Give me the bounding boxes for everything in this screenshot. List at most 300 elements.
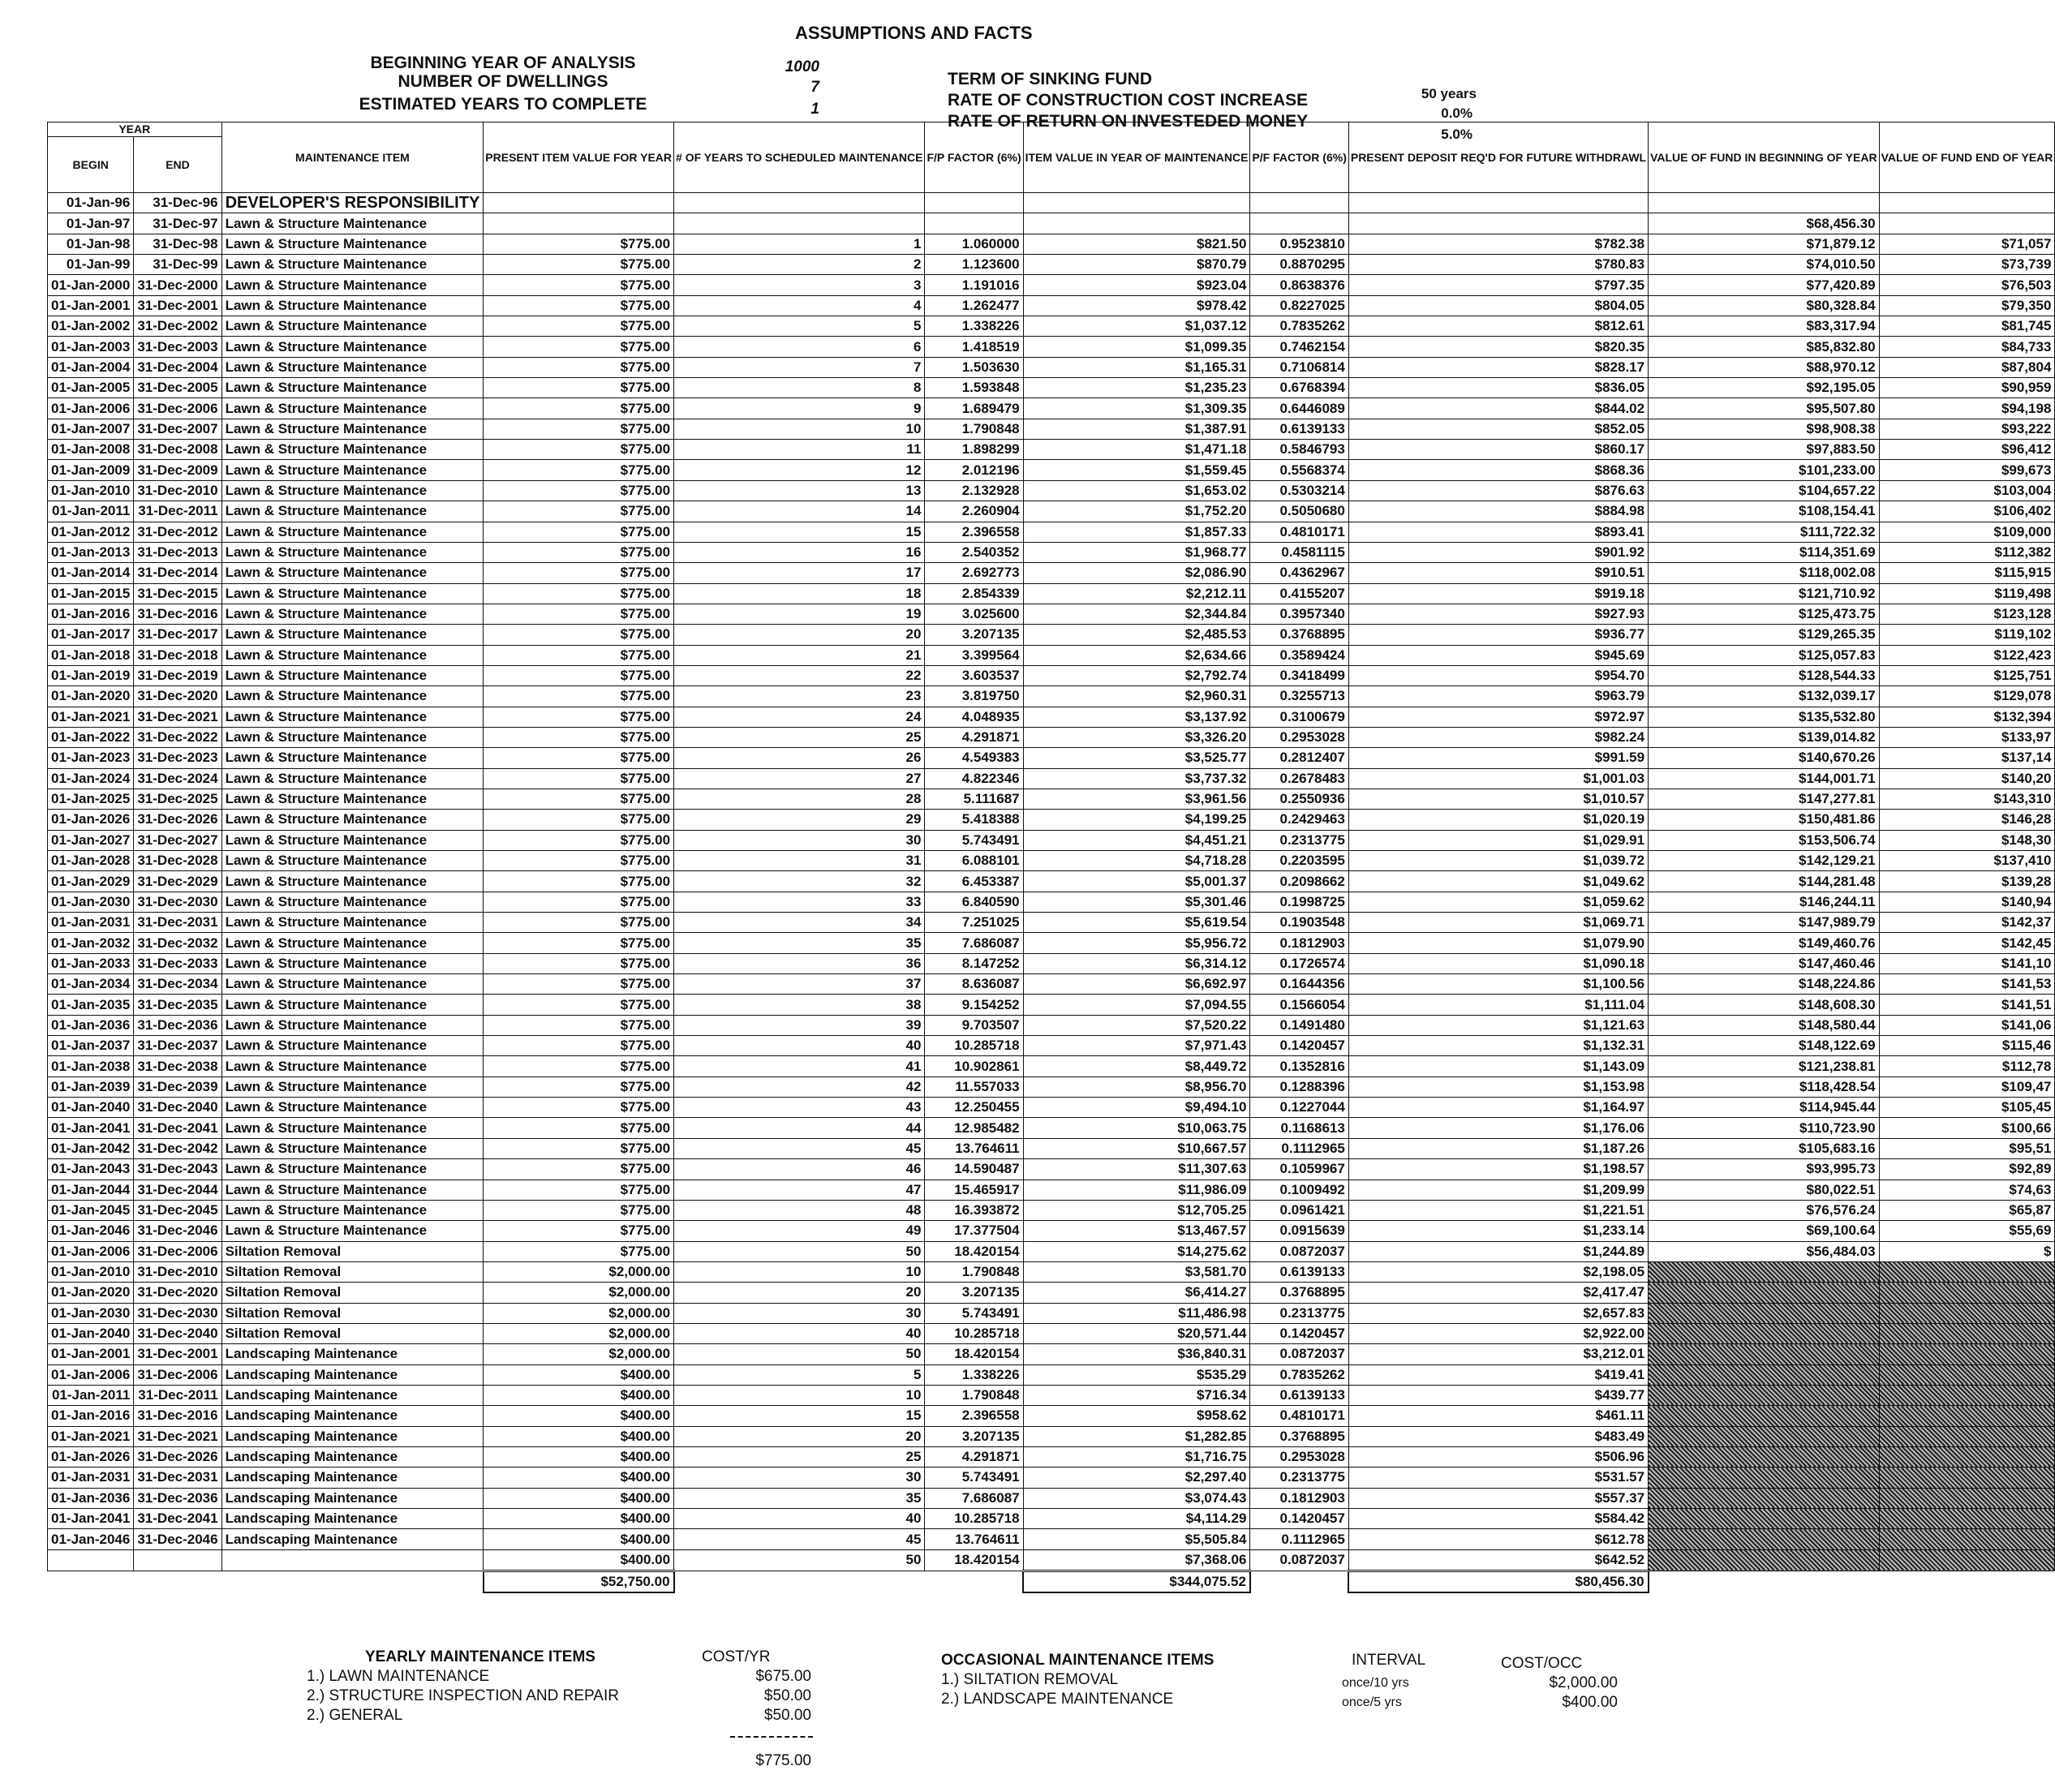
cell-end: 31-Dec-2046 bbox=[134, 1221, 221, 1241]
cell-pf-factor: 0.1812903 bbox=[1250, 933, 1348, 953]
cell-end: 31-Dec-2014 bbox=[134, 563, 221, 583]
cell-fund-begin: $88,970.12 bbox=[1649, 357, 1880, 377]
cell-present-value: $775.00 bbox=[484, 1118, 674, 1138]
cell-deposit: $1,049.62 bbox=[1348, 871, 1648, 892]
cell-begin: 01-Jan-2013 bbox=[48, 542, 134, 562]
table-row bbox=[48, 419, 2055, 439]
cell-begin: 01-Jan-2010 bbox=[48, 1261, 134, 1282]
cell-fund-end: $115,915 bbox=[1879, 563, 2055, 583]
cell-end: 31-Dec-2016 bbox=[134, 1406, 221, 1426]
cell-begin: 01-Jan-2044 bbox=[48, 1180, 134, 1200]
cell-fp-factor: 2.692773 bbox=[925, 563, 1023, 583]
cell-item-value: $7,520.22 bbox=[1023, 1015, 1250, 1035]
cell-pf-factor: 0.1903548 bbox=[1250, 913, 1348, 933]
cell-years: 20 bbox=[674, 1283, 925, 1303]
cell-years: 6 bbox=[674, 337, 925, 357]
cell-deposit: $963.79 bbox=[1348, 686, 1648, 707]
cell-item: Lawn & Structure Maintenance bbox=[221, 810, 484, 830]
totals-row bbox=[48, 1571, 2055, 1593]
cell-fp-factor: 1.191016 bbox=[925, 275, 1023, 295]
cell-item: Lawn & Structure Maintenance bbox=[221, 707, 484, 727]
cell-fp-factor: 16.393872 bbox=[925, 1200, 1023, 1220]
cell-end: 31-Dec-2005 bbox=[134, 378, 221, 398]
cell-end: 31-Dec-2001 bbox=[134, 1344, 221, 1364]
cell-item: Lawn & Structure Maintenance bbox=[221, 1221, 484, 1241]
cell-pf-factor: 0.4810171 bbox=[1250, 1406, 1348, 1426]
cell-fund-end: $90,959 bbox=[1879, 378, 2055, 398]
cell-item-value: $2,297.40 bbox=[1023, 1468, 1250, 1488]
cell-present-value: $775.00 bbox=[484, 480, 674, 501]
cell-present-value bbox=[484, 213, 674, 234]
cell-fund-begin: $142,129.21 bbox=[1649, 851, 1880, 871]
cell-fund-begin: $69,100.64 bbox=[1649, 1221, 1880, 1241]
cell-fp-factor: 8.147252 bbox=[925, 953, 1023, 973]
table-row bbox=[48, 727, 2055, 747]
cell-present-value: $400.00 bbox=[484, 1446, 674, 1467]
table-row bbox=[48, 1549, 2055, 1571]
cell-fund-begin bbox=[1649, 1529, 1880, 1549]
table-row bbox=[48, 542, 2055, 562]
cell-item-value: $1,857.33 bbox=[1023, 522, 1250, 542]
cell-fp-factor: 4.291871 bbox=[925, 727, 1023, 747]
cell-years: 20 bbox=[674, 1426, 925, 1446]
cell-begin: 01-Jan-2002 bbox=[48, 316, 134, 337]
cell-fp-factor: 12.250455 bbox=[925, 1098, 1023, 1118]
cell-fp-factor: 4.291871 bbox=[925, 1446, 1023, 1467]
cell-pf-factor: 0.3589424 bbox=[1250, 645, 1348, 665]
cell-item-value: $10,667.57 bbox=[1023, 1138, 1250, 1158]
assumption-value-construction-cost-rate: 0.0% bbox=[1441, 105, 1472, 121]
cell-item: Lawn & Structure Maintenance bbox=[221, 255, 484, 275]
cell-end: 31-Dec-2011 bbox=[134, 501, 221, 522]
cell-pf-factor: 0.2550936 bbox=[1250, 789, 1348, 809]
cell-deposit bbox=[1348, 193, 1648, 213]
table-row bbox=[48, 275, 2055, 295]
cell-years: 19 bbox=[674, 604, 925, 624]
cell-fund-end: $74,63 bbox=[1879, 1180, 2055, 1200]
cell-deposit: $1,132.31 bbox=[1348, 1036, 1648, 1056]
cell-fund-begin bbox=[1649, 1261, 1880, 1282]
cell-fp-factor: 6.453387 bbox=[925, 871, 1023, 892]
table-row bbox=[48, 748, 2055, 768]
table-row bbox=[48, 1446, 2055, 1467]
cell-end: 31-Dec-2043 bbox=[134, 1159, 221, 1180]
table-row bbox=[48, 974, 2055, 995]
cell-fp-factor: 14.590487 bbox=[925, 1159, 1023, 1180]
cell-item: Lawn & Structure Maintenance bbox=[221, 913, 484, 933]
cell-pf-factor: 0.2678483 bbox=[1250, 768, 1348, 789]
cell-end: 31-Dec-2046 bbox=[134, 1529, 221, 1549]
cell-item-value: $535.29 bbox=[1023, 1364, 1250, 1385]
cell-present-value: $400.00 bbox=[484, 1406, 674, 1426]
cell-end: 31-Dec-99 bbox=[134, 255, 221, 275]
cell-fp-factor: 1.338226 bbox=[925, 316, 1023, 337]
cell-fund-end: $73,739 bbox=[1879, 255, 2055, 275]
cell-fund-end: $106,402 bbox=[1879, 501, 2055, 522]
cell-present-value: $775.00 bbox=[484, 1036, 674, 1056]
assumption-label-dwellings: NUMBER OF DWELLINGS bbox=[398, 72, 608, 91]
cell-end: 31-Dec-2019 bbox=[134, 665, 221, 685]
table-row bbox=[48, 913, 2055, 933]
cell-fund-begin: $146,244.11 bbox=[1649, 892, 1880, 912]
cell-item: Lawn & Structure Maintenance bbox=[221, 1015, 484, 1035]
cell-fp-factor: 6.840590 bbox=[925, 892, 1023, 912]
cell-present-value: $775.00 bbox=[484, 810, 674, 830]
cell-begin: 01-Jan-2026 bbox=[48, 1446, 134, 1467]
cell-fp-factor bbox=[925, 213, 1023, 234]
cell-begin: 01-Jan-2033 bbox=[48, 953, 134, 973]
cell-begin: 01-Jan-2034 bbox=[48, 974, 134, 995]
col-begin: BEGIN bbox=[48, 137, 134, 193]
cell-begin: 01-Jan-2021 bbox=[48, 1426, 134, 1446]
cell-item: Siltation Removal bbox=[221, 1323, 484, 1343]
cell-end: 31-Dec-2017 bbox=[134, 625, 221, 645]
cell-fund-end bbox=[1879, 1549, 2055, 1571]
cell-pf-factor: 0.1644356 bbox=[1250, 974, 1348, 995]
cell-present-value: $775.00 bbox=[484, 604, 674, 624]
cell-years: 29 bbox=[674, 810, 925, 830]
cell-item: Lawn & Structure Maintenance bbox=[221, 295, 484, 316]
cell-item-value: $11,486.98 bbox=[1023, 1303, 1250, 1323]
cell-begin: 01-Jan-99 bbox=[48, 255, 134, 275]
cell-pf-factor bbox=[1250, 213, 1348, 234]
cell-fund-end: $115,46 bbox=[1879, 1036, 2055, 1056]
cell-deposit: $2,922.00 bbox=[1348, 1323, 1648, 1343]
cell-item: Lawn & Structure Maintenance bbox=[221, 851, 484, 871]
cell-years: 10 bbox=[674, 1385, 925, 1405]
cell-begin: 01-Jan-2021 bbox=[48, 707, 134, 727]
cell-years: 25 bbox=[674, 727, 925, 747]
cell-item: Lawn & Structure Maintenance bbox=[221, 522, 484, 542]
cell-years bbox=[674, 213, 925, 234]
cell-pf-factor: 0.6139133 bbox=[1250, 419, 1348, 439]
cell-fund-begin: $121,238.81 bbox=[1649, 1056, 1880, 1076]
cell-deposit: $820.35 bbox=[1348, 337, 1648, 357]
cell-fund-begin bbox=[1649, 1344, 1880, 1364]
cell-deposit: $1,198.57 bbox=[1348, 1159, 1648, 1180]
cell-deposit: $1,029.91 bbox=[1348, 830, 1648, 850]
cell-present-value: $775.00 bbox=[484, 1200, 674, 1220]
cell-item: Lawn & Structure Maintenance bbox=[221, 440, 484, 460]
cell-pf-factor: 0.1726574 bbox=[1250, 953, 1348, 973]
cell-years: 11 bbox=[674, 440, 925, 460]
cell-fund-begin: $77,420.89 bbox=[1649, 275, 1880, 295]
cell-fund-begin: $125,473.75 bbox=[1649, 604, 1880, 624]
table-row bbox=[48, 1468, 2055, 1488]
cell-item-value: $4,718.28 bbox=[1023, 851, 1250, 871]
table-row bbox=[48, 604, 2055, 624]
table-row bbox=[48, 995, 2055, 1015]
cell-pf-factor: 0.1112965 bbox=[1250, 1138, 1348, 1158]
table-row bbox=[48, 1138, 2055, 1158]
cell-item-value: $3,525.77 bbox=[1023, 748, 1250, 768]
table-row bbox=[48, 933, 2055, 953]
cell-fund-begin: $101,233.00 bbox=[1649, 460, 1880, 480]
cell-fund-end: $84,733 bbox=[1879, 337, 2055, 357]
occasional-items-heading: OCCASIONAL MAINTENANCE ITEMS bbox=[941, 1652, 1215, 1669]
cell-fund-end bbox=[1879, 1344, 2055, 1364]
cell-fp-factor: 3.025600 bbox=[925, 604, 1023, 624]
cell-pf-factor: 0.1812903 bbox=[1250, 1488, 1348, 1508]
cell-fund-end bbox=[1879, 193, 2055, 213]
cell-end: 31-Dec-2036 bbox=[134, 1488, 221, 1508]
cell-deposit: $1,079.90 bbox=[1348, 933, 1648, 953]
occasional-cost-heading: COST/OCC bbox=[1501, 1655, 1583, 1672]
table-row bbox=[48, 522, 2055, 542]
cell-deposit: $1,020.19 bbox=[1348, 810, 1648, 830]
cell-end: 31-Dec-2018 bbox=[134, 645, 221, 665]
total-empty bbox=[1879, 1571, 2055, 1593]
cell-present-value: $775.00 bbox=[484, 851, 674, 871]
cell-fund-begin bbox=[1649, 1549, 1880, 1571]
cell-years: 15 bbox=[674, 522, 925, 542]
cell-end: 31-Dec-2020 bbox=[134, 686, 221, 707]
cell-fund-end bbox=[1879, 1468, 2055, 1488]
cell-pf-factor: 0.2313775 bbox=[1250, 1303, 1348, 1323]
table-row bbox=[48, 1364, 2055, 1385]
cell-item-value: $1,559.45 bbox=[1023, 460, 1250, 480]
cell-end: 31-Dec-2006 bbox=[134, 1241, 221, 1261]
cell-pf-factor: 0.1288396 bbox=[1250, 1076, 1348, 1097]
cell-fp-factor: 7.686087 bbox=[925, 933, 1023, 953]
table-row bbox=[48, 255, 2055, 275]
cell-fp-factor: 12.985482 bbox=[925, 1118, 1023, 1138]
col-years-to-maintenance: # OF YEARS TO SCHEDULED MAINTENANCE bbox=[674, 122, 925, 193]
cell-years: 31 bbox=[674, 851, 925, 871]
cell-pf-factor: 0.4155207 bbox=[1250, 583, 1348, 604]
cell-fund-end bbox=[1879, 1283, 2055, 1303]
cell-item: Lawn & Structure Maintenance bbox=[221, 1180, 484, 1200]
cell-begin: 01-Jan-2024 bbox=[48, 768, 134, 789]
cell-end: 31-Dec-2012 bbox=[134, 522, 221, 542]
cell-begin: 01-Jan-2012 bbox=[48, 522, 134, 542]
cell-fund-begin: $148,608.30 bbox=[1649, 995, 1880, 1015]
cell-fund-end: $119,102 bbox=[1879, 625, 2055, 645]
cell-deposit: $1,001.03 bbox=[1348, 768, 1648, 789]
cell-pf-factor: 0.0915639 bbox=[1250, 1221, 1348, 1241]
cell-item: Lawn & Structure Maintenance bbox=[221, 357, 484, 377]
cell-item: Lawn & Structure Maintenance bbox=[221, 789, 484, 809]
cell-deposit: $780.83 bbox=[1348, 255, 1648, 275]
cell-item: Lawn & Structure Maintenance bbox=[221, 665, 484, 685]
cell-years: 21 bbox=[674, 645, 925, 665]
cell-present-value: $775.00 bbox=[484, 337, 674, 357]
cell-end: 31-Dec-2004 bbox=[134, 357, 221, 377]
cell-pf-factor: 0.2313775 bbox=[1250, 830, 1348, 850]
yearly-item-lawn: 1.) LAWN MAINTENANCE bbox=[307, 1668, 490, 1685]
table-row bbox=[48, 1159, 2055, 1180]
cell-pf-factor: 0.3100679 bbox=[1250, 707, 1348, 727]
cell-begin: 01-Jan-2029 bbox=[48, 871, 134, 892]
cell-deposit: $1,187.26 bbox=[1348, 1138, 1648, 1158]
cell-fund-begin bbox=[1649, 1385, 1880, 1405]
cell-fp-factor: 10.902861 bbox=[925, 1056, 1023, 1076]
cell-fund-end: $95,51 bbox=[1879, 1138, 2055, 1158]
occasional-cost-siltation: $2,000.00 bbox=[1549, 1674, 1618, 1691]
cell-fund-begin: $149,460.76 bbox=[1649, 933, 1880, 953]
cell-years: 40 bbox=[674, 1323, 925, 1343]
cell-present-value: $775.00 bbox=[484, 522, 674, 542]
cell-begin: 01-Jan-2026 bbox=[48, 810, 134, 830]
cell-fp-factor: 3.207135 bbox=[925, 1283, 1023, 1303]
cell-present-value: $775.00 bbox=[484, 665, 674, 685]
cell-pf-factor: 0.3768895 bbox=[1250, 1426, 1348, 1446]
cell-years: 39 bbox=[674, 1015, 925, 1035]
cell-fund-end: $94,198 bbox=[1879, 398, 2055, 419]
cell-pf-factor: 0.0872037 bbox=[1250, 1549, 1348, 1571]
cell-present-value: $775.00 bbox=[484, 234, 674, 254]
cell-pf-factor: 0.6768394 bbox=[1250, 378, 1348, 398]
yearly-item-structure: 2.) STRUCTURE INSPECTION AND REPAIR bbox=[307, 1687, 619, 1704]
cell-years: 8 bbox=[674, 378, 925, 398]
table-row bbox=[48, 316, 2055, 337]
cell-present-value: $775.00 bbox=[484, 419, 674, 439]
cell-present-value: $400.00 bbox=[484, 1529, 674, 1549]
table-row bbox=[48, 1241, 2055, 1261]
cell-fund-end: $100,66 bbox=[1879, 1118, 2055, 1138]
cell-fp-factor: 3.207135 bbox=[925, 625, 1023, 645]
cell-item: Siltation Removal bbox=[221, 1261, 484, 1282]
cell-years: 10 bbox=[674, 1261, 925, 1282]
cell-fund-begin: $108,154.41 bbox=[1649, 501, 1880, 522]
cell-fp-factor: 2.396558 bbox=[925, 522, 1023, 542]
cell-fp-factor: 5.111687 bbox=[925, 789, 1023, 809]
cell-item-value: $923.04 bbox=[1023, 275, 1250, 295]
cell-begin: 01-Jan-2011 bbox=[48, 501, 134, 522]
cell-item-value: $5,619.54 bbox=[1023, 913, 1250, 933]
table-row bbox=[48, 768, 2055, 789]
table-row bbox=[48, 357, 2055, 377]
cell-item: Lawn & Structure Maintenance bbox=[221, 501, 484, 522]
cell-deposit: $1,153.98 bbox=[1348, 1076, 1648, 1097]
cell-deposit: $1,090.18 bbox=[1348, 953, 1648, 973]
cell-fp-factor: 18.420154 bbox=[925, 1241, 1023, 1261]
cell-years: 49 bbox=[674, 1221, 925, 1241]
table-row bbox=[48, 1118, 2055, 1138]
cell-present-value: $2,000.00 bbox=[484, 1303, 674, 1323]
cell-end: 31-Dec-2016 bbox=[134, 604, 221, 624]
table-row bbox=[48, 501, 2055, 522]
cell-present-value: $775.00 bbox=[484, 583, 674, 604]
cell-item: Lawn & Structure Maintenance bbox=[221, 398, 484, 419]
cell-item-value: $5,001.37 bbox=[1023, 871, 1250, 892]
cell-begin: 01-Jan-2009 bbox=[48, 460, 134, 480]
cell-begin: 01-Jan-2019 bbox=[48, 665, 134, 685]
cell-begin: 01-Jan-2036 bbox=[48, 1015, 134, 1035]
cell-fund-end: $146,28 bbox=[1879, 810, 2055, 830]
cell-years: 45 bbox=[674, 1138, 925, 1158]
cell-end: 31-Dec-2011 bbox=[134, 1385, 221, 1405]
cell-fund-begin bbox=[1649, 1488, 1880, 1508]
cell-begin: 01-Jan-2030 bbox=[48, 892, 134, 912]
yearly-cost-structure: $50.00 bbox=[763, 1687, 811, 1704]
cell-years: 23 bbox=[674, 686, 925, 707]
cell-fp-factor: 2.260904 bbox=[925, 501, 1023, 522]
cell-item-value: $7,368.06 bbox=[1023, 1549, 1250, 1571]
cell-years: 1 bbox=[674, 234, 925, 254]
assumption-value-beginning-year: 1000 bbox=[785, 58, 819, 75]
cell-years: 42 bbox=[674, 1076, 925, 1097]
cell-item-value: $10,063.75 bbox=[1023, 1118, 1250, 1138]
cell-fund-end: $143,310 bbox=[1879, 789, 2055, 809]
cell-item: Lawn & Structure Maintenance bbox=[221, 1159, 484, 1180]
cell-pf-factor: 0.7462154 bbox=[1250, 337, 1348, 357]
cell-fp-factor: 7.251025 bbox=[925, 913, 1023, 933]
cell-deposit: $506.96 bbox=[1348, 1446, 1648, 1467]
cell-begin: 01-Jan-2007 bbox=[48, 419, 134, 439]
cell-end: 31-Dec-2021 bbox=[134, 707, 221, 727]
cell-fund-begin: $148,224.86 bbox=[1649, 974, 1880, 995]
cell-deposit: $991.59 bbox=[1348, 748, 1648, 768]
table-row bbox=[48, 1076, 2055, 1097]
total-item-value: $344,075.52 bbox=[1023, 1571, 1250, 1593]
table-row bbox=[48, 1056, 2055, 1076]
cell-fund-end: $141,10 bbox=[1879, 953, 2055, 973]
cell-years: 34 bbox=[674, 913, 925, 933]
cell-item: Lawn & Structure Maintenance bbox=[221, 419, 484, 439]
cell-item: Landscaping Maintenance bbox=[221, 1446, 484, 1467]
cell-years: 44 bbox=[674, 1118, 925, 1138]
cell-present-value: $775.00 bbox=[484, 707, 674, 727]
cell-present-value: $775.00 bbox=[484, 1221, 674, 1241]
cell-item: Lawn & Structure Maintenance bbox=[221, 974, 484, 995]
cell-fund-begin: $140,670.26 bbox=[1649, 748, 1880, 768]
cell-item-value: $4,199.25 bbox=[1023, 810, 1250, 830]
cell-fp-factor: 1.503630 bbox=[925, 357, 1023, 377]
cell-present-value: $775.00 bbox=[484, 275, 674, 295]
cell-fp-factor: 1.338226 bbox=[925, 1364, 1023, 1385]
cell-fund-end bbox=[1879, 1364, 2055, 1385]
cell-fund-end: $103,004 bbox=[1879, 480, 2055, 501]
col-fund-begin: VALUE OF FUND IN BEGINNING OF YEAR bbox=[1649, 122, 1880, 193]
cell-fp-factor: 18.420154 bbox=[925, 1344, 1023, 1364]
cell-item-value: $13,467.57 bbox=[1023, 1221, 1250, 1241]
cell-present-value: $775.00 bbox=[484, 1180, 674, 1200]
cell-deposit: $1,111.04 bbox=[1348, 995, 1648, 1015]
cell-item: Landscaping Maintenance bbox=[221, 1406, 484, 1426]
occasional-interval-landscape: once/5 yrs bbox=[1342, 1695, 1402, 1709]
col-end: END bbox=[134, 137, 221, 193]
cell-fp-factor: 5.743491 bbox=[925, 1303, 1023, 1323]
cell-pf-factor: 0.2429463 bbox=[1250, 810, 1348, 830]
cell-deposit: $1,176.06 bbox=[1348, 1118, 1648, 1138]
cell-item-value: $12,705.25 bbox=[1023, 1200, 1250, 1220]
cell-item-value: $11,307.63 bbox=[1023, 1159, 1250, 1180]
cell-years: 35 bbox=[674, 1488, 925, 1508]
cell-years: 32 bbox=[674, 871, 925, 892]
cell-fund-end: $137,14 bbox=[1879, 748, 2055, 768]
cell-deposit: $612.78 bbox=[1348, 1529, 1648, 1549]
col-fp-factor: F/P FACTOR (6%) bbox=[925, 122, 1023, 193]
cell-present-value: $775.00 bbox=[484, 542, 674, 562]
cell-deposit: $884.98 bbox=[1348, 501, 1648, 522]
cell-begin: 01-Jan-2028 bbox=[48, 851, 134, 871]
cell-item-value: $20,571.44 bbox=[1023, 1323, 1250, 1343]
cell-years: 48 bbox=[674, 1200, 925, 1220]
table-row bbox=[48, 378, 2055, 398]
table-row bbox=[48, 686, 2055, 707]
cell-deposit: $1,221.51 bbox=[1348, 1200, 1648, 1220]
cell-fp-factor: 1.790848 bbox=[925, 419, 1023, 439]
cell-item-value: $2,212.11 bbox=[1023, 583, 1250, 604]
cell-fund-begin: $68,456.30 bbox=[1649, 213, 1880, 234]
cell-present-value: $2,000.00 bbox=[484, 1323, 674, 1343]
cell-end: 31-Dec-2020 bbox=[134, 1283, 221, 1303]
cell-fund-end: $148,30 bbox=[1879, 830, 2055, 850]
cell-years: 50 bbox=[674, 1549, 925, 1571]
cell-item bbox=[221, 1549, 484, 1571]
cell-item-value: $4,451.21 bbox=[1023, 830, 1250, 850]
